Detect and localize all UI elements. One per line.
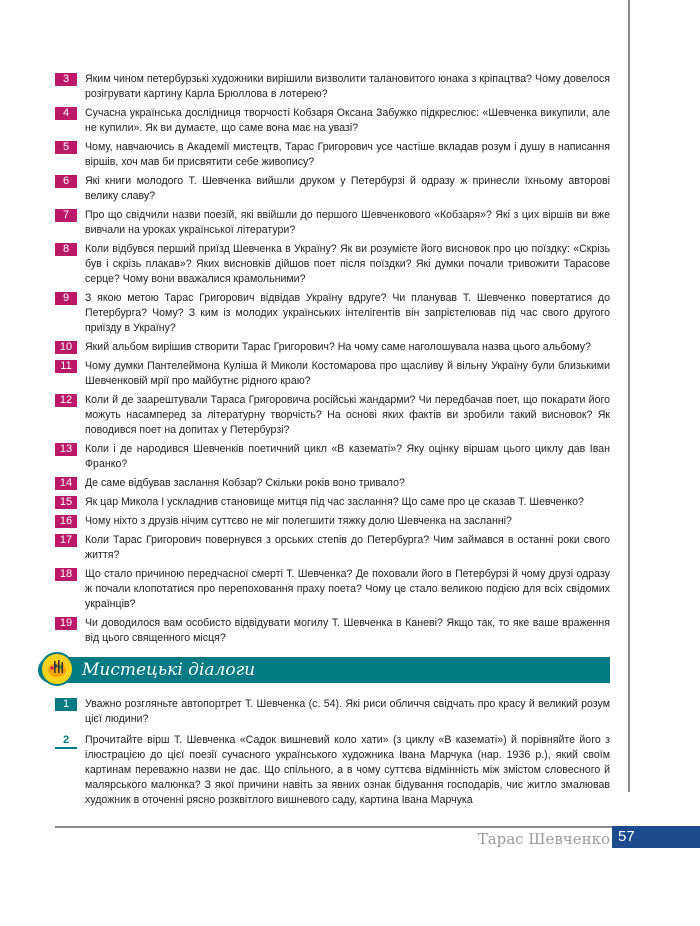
question-number: 14 — [55, 477, 77, 490]
question-item — [55, 208, 610, 238]
question-item — [55, 476, 610, 491]
question-text: З якою метою Тарас Григорович відвідав Україну вдруге? Чи планував Т. Шевченко повертатися до Петербурга? Чому? З ким із молодих українських інтелігентів він запрієтелював під час свого другого приїзду в Україну? — [85, 292, 610, 334]
question-number: 17 — [55, 534, 77, 547]
question-text: Де саме відбував заслання Кобзар? Скільки років воно тривало? — [85, 477, 405, 489]
dialogs-list — [55, 697, 610, 814]
questions-list — [55, 72, 610, 650]
question-number: 6 — [55, 175, 77, 188]
question-number: 11 — [55, 360, 77, 373]
question-item — [55, 393, 610, 438]
question-text: Чому думки Пантелеймона Куліша й Миколи Костомарова про щасливу й вільну Україну були близькими Шевченковій мрії про майбутнє рідного краю? — [85, 360, 610, 387]
question-item — [55, 616, 610, 646]
question-number: 13 — [55, 443, 77, 456]
question-number: 8 — [55, 243, 77, 256]
section-title: Мистецькі діалоги — [82, 660, 256, 680]
question-text: Який альбом вирішив створити Тарас Григорович? На чому саме наголошувала назва цього альбому? — [85, 341, 591, 353]
question-number: 12 — [55, 394, 77, 407]
question-item — [55, 291, 610, 336]
question-number: 4 — [55, 107, 77, 120]
dialog-number: 2 — [55, 734, 77, 749]
question-text: Коли відбувся перший приїзд Шевченка в Україну? Як ви розумієте його висновок про цю поїздку: «Скрізь був і скрізь плакав»? Яких висновків дійшов поет після поїздки? Які думки почали тривожити Тарасове серце? Чому вони вважалися крамольними? — [85, 243, 610, 285]
question-number: 7 — [55, 209, 77, 222]
question-text: Коли Тарас Григорович повернувся з орських степів до Петербурга? Чим займався в останні роки свого життя? — [85, 534, 610, 561]
question-text: Чому, навчаючись в Академії мистецтв, Тарас Григорович усе частіше вкладав розум і душу в написання віршів, хоч мав би присвятити себе живопису? — [85, 141, 610, 168]
question-number: 15 — [55, 496, 77, 509]
question-text: Що стало причиною передчасної смерті Т. Шевченка? Де поховали його в Петербурзі й чому друзі одразу ж почали клопотатися про перепоховання праху поета? Чому це стало великою подією для всіх свідомих українців? — [85, 568, 610, 610]
question-item — [55, 242, 610, 287]
question-text: Чи доводилося вам особисто відвідувати могилу Т. Шевченка в Каневі? Якщо так, то яке ваше враження від цього священного місця? — [85, 617, 610, 644]
margin-rule — [628, 0, 630, 792]
question-item — [55, 359, 610, 389]
question-item — [55, 567, 610, 612]
question-item — [55, 72, 610, 102]
question-number: 3 — [55, 73, 77, 86]
page-number: 57 — [612, 826, 700, 848]
question-item — [55, 533, 610, 563]
question-text: Про що свідчили назви поезій, які ввійшли до першого Шевченкового «Кобзаря»? Які з цих віршів ви вже вивчали на уроках української літератури? — [85, 209, 610, 236]
question-item — [55, 514, 610, 529]
dialog-item — [55, 697, 610, 727]
dialog-item — [55, 733, 610, 808]
question-number: 18 — [55, 568, 77, 581]
question-item — [55, 174, 610, 204]
question-text: Яким чином петербурзькі художники вирішили визволити талановитого юнака з кріпацтва? Чому довелося розігрувати картину Карла Брюллова в лотерею? — [85, 73, 610, 100]
question-number: 16 — [55, 515, 77, 528]
question-number: 10 — [55, 341, 77, 354]
question-item — [55, 106, 610, 136]
question-text: Як цар Микола І ускладнив становище митця під час заслання? Що саме про це сказав Т. Шевченко? — [85, 496, 584, 508]
dialog-text: Уважно розгляньте автопортрет Т. Шевченка (с. 54). Які риси обличчя свідчать про красу й великий розум цієї людини? — [85, 698, 610, 725]
question-text: Коли і де народився Шевченків поетичний цикл «В казематі»? Яку оцінку віршам цього циклу дав Іван Франко? — [85, 443, 610, 470]
question-text: Які книги молодого Т. Шевченка вийшли друком у Петербурзі й одразу ж принесли їхньому авторові велику славу? — [85, 175, 610, 202]
question-item — [55, 340, 610, 355]
running-title: Тарас Шевченко — [477, 830, 610, 848]
question-item — [55, 140, 610, 170]
question-text: Сучасна українська дослідниця творчості Кобзаря Оксана Забужко підкреслює: «Шевченка викупили, але не купили». Як ви думаєте, що саме вона має на увазі? — [85, 107, 610, 134]
dialog-text: Прочитайте вірш Т. Шевченка «Садок вишневий коло хати» (з циклу «В казематі») й порівняйте його з ілюстрацією до цієї поезії сучасного українського художника Івана Марчука (нар. 1936 р.), який своїм картинам переважно назви не дає. Що спільного, а в чому суттєва відмінність між змістом словесного й малярського малюнка? З якої причини навіть за явних ознак бідування господарів, чиє житло змалював художник в оточенні рясно розквітлого вишневого саду, картина Івана Марчука — [85, 734, 610, 806]
question-number: 5 — [55, 141, 77, 154]
question-text: Коли й де заарештували Тараса Григоровича російські жандарми? Чи передбачав поет, що покарати його можуть насамперед за літературну творчість? На основі яких фактів ви зробили такий висновок? Як поводився поет на допитах у Петербурзі? — [85, 394, 610, 436]
question-item — [55, 495, 610, 510]
dialog-number: 1 — [55, 698, 77, 711]
question-number: 19 — [55, 617, 77, 630]
question-number: 9 — [55, 292, 77, 305]
question-item — [55, 442, 610, 472]
question-text: Чому ніхто з друзів нічим суттєво не міг полегшити тяжку долю Шевченка на засланні? — [85, 515, 512, 527]
palette-brushes-icon — [40, 652, 74, 686]
